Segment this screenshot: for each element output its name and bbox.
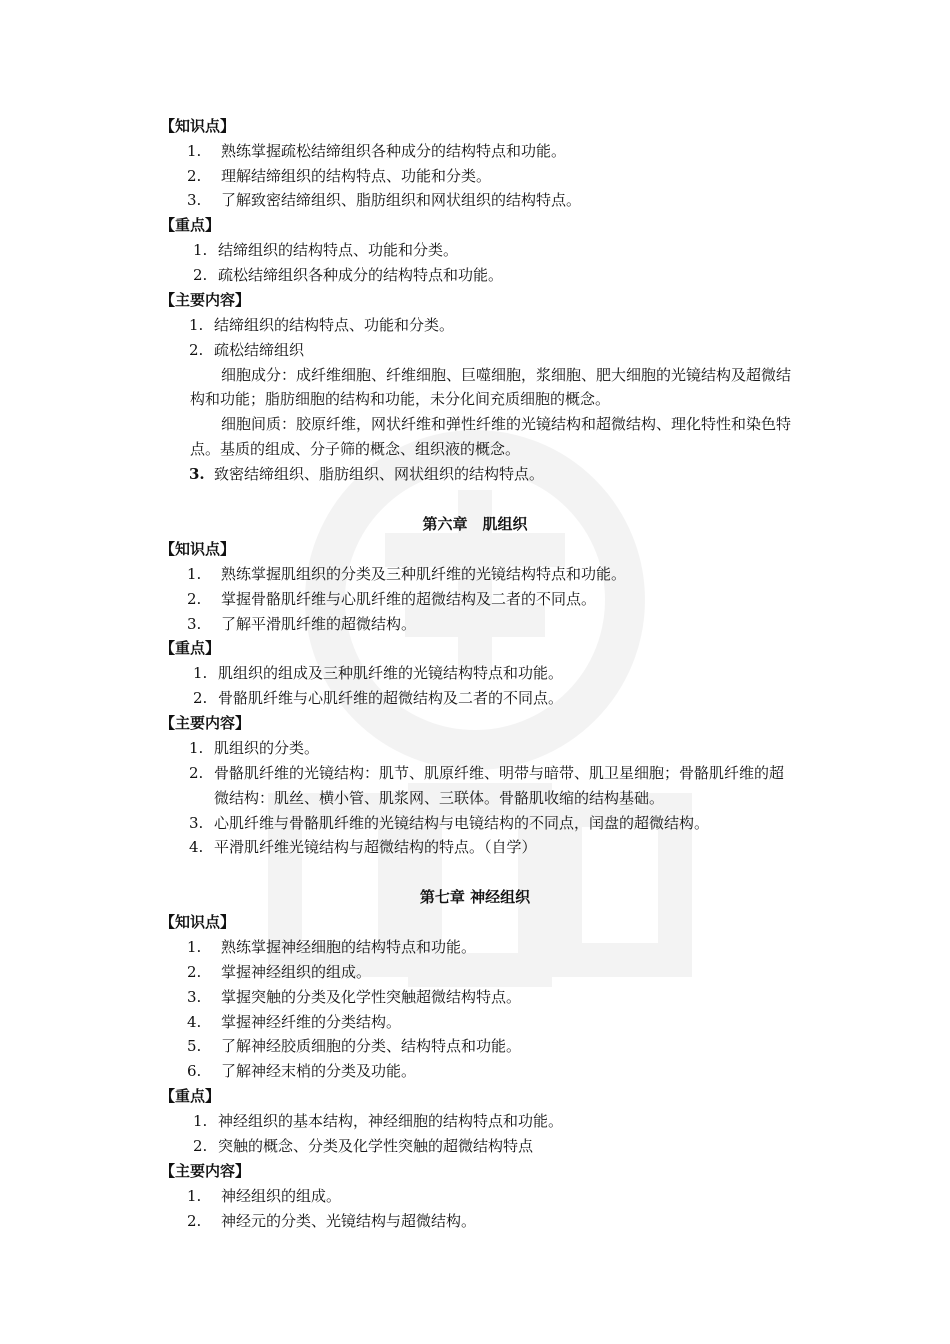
- s6-content-item-4: 4. 平滑肌纤维光镜结构与超微结构的特点。（自学）: [189, 838, 537, 856]
- s6-content-heading: 【主要内容】: [160, 714, 251, 732]
- s7-knowledge-heading: 【知识点】: [160, 913, 236, 931]
- s6-content-item-1: 1. 肌组织的分类。: [189, 739, 320, 757]
- s7-knowledge-item-6: 6. 了解神经末梢的分类及功能。: [187, 1062, 417, 1080]
- s5-key-heading: 【重点】: [160, 216, 221, 234]
- s5-knowledge-item-2: 2. 理解结缔组织的结构特点、功能和分类。: [187, 167, 492, 185]
- s7-knowledge-item-2: 2. 掌握神经组织的组成。: [187, 963, 372, 981]
- s5-cell-components-line-2: 构和功能；脂肪细胞的结构和功能，未分化间充质细胞的概念。: [190, 390, 611, 408]
- s5-key-item-1: 1. 结缔组织的结构特点、功能和分类。: [193, 241, 459, 259]
- s7-key-heading: 【重点】: [160, 1087, 221, 1105]
- s6-key-heading: 【重点】: [160, 639, 221, 657]
- s7-knowledge-item-1: 1. 熟练掌握神经细胞的结构特点和功能。: [187, 938, 477, 956]
- s5-cell-components-line-1: 细胞成分：成纤维细胞、纤维细胞、巨噬细胞，浆细胞、肥大细胞的光镜结构及超微结: [221, 366, 792, 384]
- s5-knowledge-item-3: 3. 了解致密结缔组织、脂肪组织和网状组织的结构特点。: [187, 191, 582, 209]
- s6-content-item-3: 3. 心肌纤维与骨骼肌纤维的光镜结构与电镜结构的不同点，闰盘的超微结构。: [189, 814, 710, 832]
- s5-content-item-1: 1. 结缔组织的结构特点、功能和分类。: [189, 316, 455, 334]
- s6-content-item-2-cont: 微结构：肌丝、横小管、肌浆网、三联体。骨骼肌收缩的结构基础。: [214, 789, 665, 807]
- s7-key-item-1: 1. 神经组织的基本结构，神经细胞的结构特点和功能。: [193, 1112, 564, 1130]
- chapter-6-title: 第六章 肌组织: [422, 515, 528, 533]
- s6-key-item-2: 2. 骨骼肌纤维与心肌纤维的超微结构及二者的不同点。: [193, 689, 564, 707]
- chapter-7-title: 第七章 神经组织: [419, 888, 531, 906]
- s5-content-item-3: 3. 致密结缔组织、脂肪组织、网状组织的结构特点。: [189, 465, 545, 483]
- s7-content-item-1: 1. 神经组织的组成。: [187, 1187, 342, 1205]
- s7-knowledge-item-5: 5. 了解神经胶质细胞的分类、结构特点和功能。: [187, 1037, 522, 1055]
- s7-knowledge-item-3: 3. 掌握突触的分类及化学性突触超微结构特点。: [187, 988, 522, 1006]
- s6-knowledge-heading: 【知识点】: [160, 540, 236, 558]
- s5-knowledge-heading: 【知识点】: [160, 117, 236, 135]
- s5-key-item-2: 2. 疏松结缔组织各种成分的结构特点和功能。: [193, 266, 504, 284]
- s6-knowledge-item-1: 1. 熟练掌握肌组织的分类及三种肌纤维的光镜结构特点和功能。: [187, 565, 627, 583]
- s6-knowledge-item-2: 2. 掌握骨骼肌纤维与心肌纤维的超微结构及二者的不同点。: [187, 590, 597, 608]
- s7-content-heading: 【主要内容】: [160, 1162, 251, 1180]
- s6-key-item-1: 1. 肌组织的组成及三种肌纤维的光镜结构特点和功能。: [193, 664, 564, 682]
- s5-content-heading: 【主要内容】: [160, 291, 251, 309]
- s7-knowledge-item-4: 4. 掌握神经纤维的分类结构。: [187, 1013, 402, 1031]
- s7-key-item-2: 2. 突触的概念、分类及化学性突触的超微结构特点: [193, 1137, 534, 1155]
- s5-intercellular-line-1: 细胞间质：胶原纤维，网状纤维和弹性纤维的光镜结构和超微结构、理化特性和染色特: [221, 415, 792, 433]
- s6-knowledge-item-3: 3. 了解平滑肌纤维的超微结构。: [187, 615, 417, 633]
- s5-knowledge-item-1: 1. 熟练掌握疏松结缔组织各种成分的结构特点和功能。: [187, 142, 567, 160]
- s5-intercellular-line-2: 点。基质的组成、分子筛的概念、组织液的概念。: [190, 440, 521, 458]
- s6-content-item-2: 2. 骨骼肌纤维的光镜结构：肌节、肌原纤维、明带与暗带、肌卫星细胞；骨骼肌纤维的超: [189, 764, 785, 782]
- s5-content-item-2: 2. 疏松结缔组织: [189, 341, 305, 359]
- s7-content-item-2: 2. 神经元的分类、光镜结构与超微结构。: [187, 1212, 477, 1230]
